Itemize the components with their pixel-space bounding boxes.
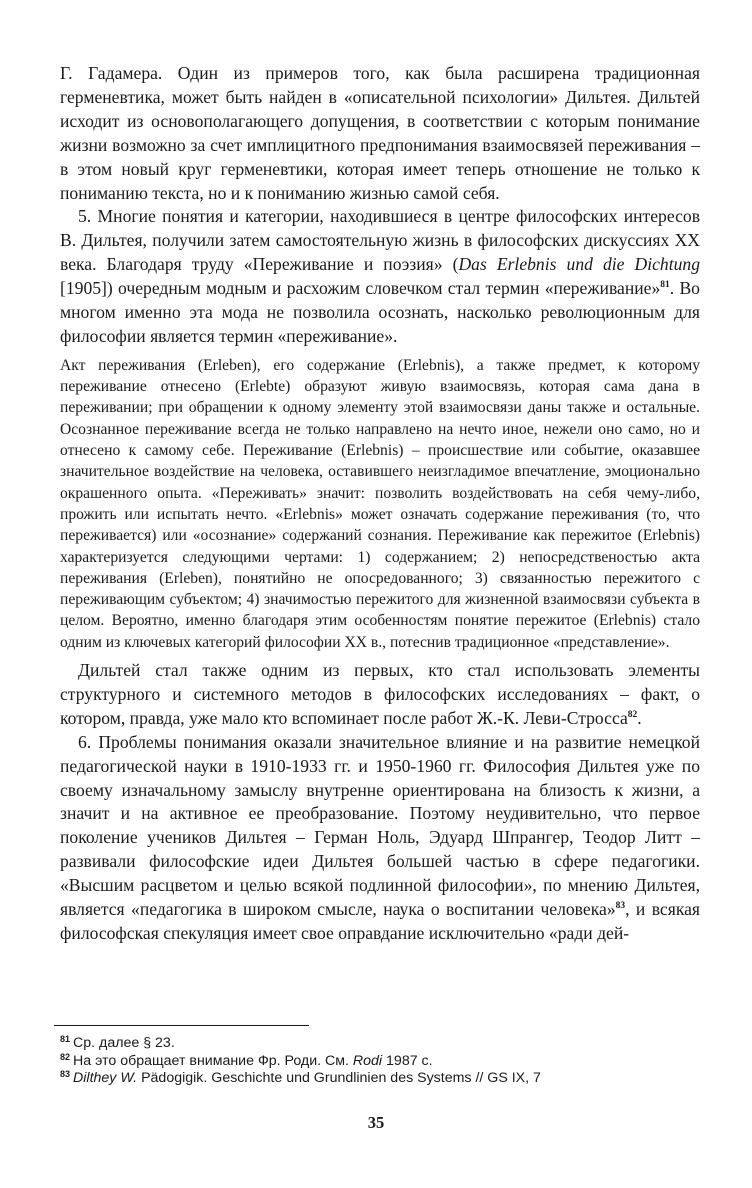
- footnotes: [60, 1025, 700, 1088]
- footnote-text: Ср. далее § 23.: [73, 1035, 175, 1051]
- footnote-ref-82: 82: [627, 709, 638, 720]
- footnote-divider: [54, 1025, 309, 1026]
- paragraph-2-text-a: 5. Многие понятия и категории, находившиеся в центре философских интересов В. Дильтея, получили затем самостоятельную жизнь в философских дискуссиях XX века. Благодаря труду «Переживание и поэзия» (: [60, 206, 700, 275]
- page-number: 35: [367, 1113, 385, 1132]
- footnote-82: [60, 1053, 700, 1071]
- footnote-text: 1987 с.: [382, 1052, 433, 1069]
- paragraph-5-text-a: 6. Проблемы понимания оказали значительное влияние и на развитие немецкой педагогической науки в 1910-1933 гг. и 1950-1960 гг. Философия Дильтея уже по своему изначальному замыслу внутренне ориентирована на близость к жизни, а значит и на активное ее преобразование. Поэтому неудивительно, что первое поколение учеников Дильтея – Герман Ноль, Эдуард Шпрангер, Теодор Литт – развивали философские идеи Дильтея большей частью в сфере педагогики. «Высшим расцветом и целью всякой подлинной философии», по мнению Дильтея, является «педагогика в широком смысле, наука о воспитании человека»: [60, 731, 700, 920]
- paragraph-2-text-c: . Во многом именно эта мода не позволила осознать, насколько революционным для философии является термин «переживание».: [60, 278, 700, 346]
- footnote-81: [60, 1035, 700, 1053]
- paragraph-4-text-b: .: [637, 707, 642, 728]
- paragraph-1-text: Г. Гадамера. Один из примеров того, как была расширена традиционная герменевтика, может быть найден в «описательной психологии» Дильтея. Дильтей исходит из основополагающего допущения, в соответствии с которым понимание жизни возможно за счет имплицитного предпонимания взаимосвязей переживания – в этом новый круг герменевтики, которая имеет теперь отношение не только к пониманию текста, но и к пониманию жизнью самой себя.: [60, 63, 700, 203]
- footnote-number: 82: [60, 1051, 71, 1062]
- page-body: [60, 62, 700, 946]
- paragraph-5-text-b: , и всякая философская спекуляция имеет свое оправдание исключительно «ради дей-: [60, 899, 701, 943]
- paragraph-2-text-b: [1905]) очередным модным и расхожим словечком стал термин «переживание»: [60, 278, 661, 299]
- footnote-author-italic: Dilthey W.: [73, 1070, 138, 1086]
- footnote-83: [60, 1070, 700, 1088]
- paragraph-2: [60, 205, 700, 348]
- footnote-ref-81: 81: [660, 280, 670, 291]
- inset-paragraph-text: Акт переживания (Erleben), его содержание (Erlebnis), а также предмет, к которому переживание отнесено (Erlebte) образуют живую взаимосвязь, которая сама дана в переживании; при обращении к одному элементу этой взаимосвязи даны также и остальные. Осознанное переживание всегда не только направлено на нечто иное, нежели оно само, но и отнесено к самому себе. Переживание (Erlebnis) – происшествие или событие, оказавшее значительное воздействие на человека, оставившего неизгладимое впечатление, эмоционально окрашенного опыта. «Переживать» значит: позволить воздействовать на себя чему-либо, прожить или испытать нечто. «Erlebnis» может означать содержание переживания (то, что переживается) или «осознание» содержаний сознания. Переживание как пережитое (Erlebnis) характеризуется следующими чертами: 1) содержанием; 2) непосредственостью акта переживания (Erleben), понятийно не опосредованного; 3) связанностью пережитого с переживающим субъектом; 4) значимостью пережитого для жизненной взаимосвязи субъекта в целом. Вероятно, именно благодаря этим особенностям понятие пережитое (Erlebnis) стало одним из ключевых категорий философии XX в., потеснив традиционное «представление».: [60, 356, 700, 651]
- paragraph-1: [60, 62, 700, 205]
- footnote-ref-83: 83: [615, 901, 626, 912]
- footnote-number: 81: [60, 1034, 71, 1044]
- inset-paragraph: [60, 355, 700, 653]
- footnote-number: 83: [60, 1069, 71, 1079]
- footnote-author-italic: Rodi: [352, 1052, 383, 1069]
- paragraph-5: [60, 731, 700, 946]
- paragraph-4: [60, 659, 700, 731]
- footnote-text: Pädogigik. Geschichte und Grundlinien des Systems // GS IX, 7: [137, 1070, 541, 1086]
- footnote-text: На это обращает внимание Фр. Роди. См.: [73, 1052, 353, 1069]
- paragraph-4-text-a: Дильтей стал также одним из первых, кто стал использовать элементы структурного и системного методов в философских исследованиях – факт, о котором, правда, уже мало кто вспоминает после работ Ж.-К. Леви-Стросса: [60, 660, 700, 728]
- book-title-italic: Das Erlebnis und die Dichtung: [458, 254, 700, 275]
